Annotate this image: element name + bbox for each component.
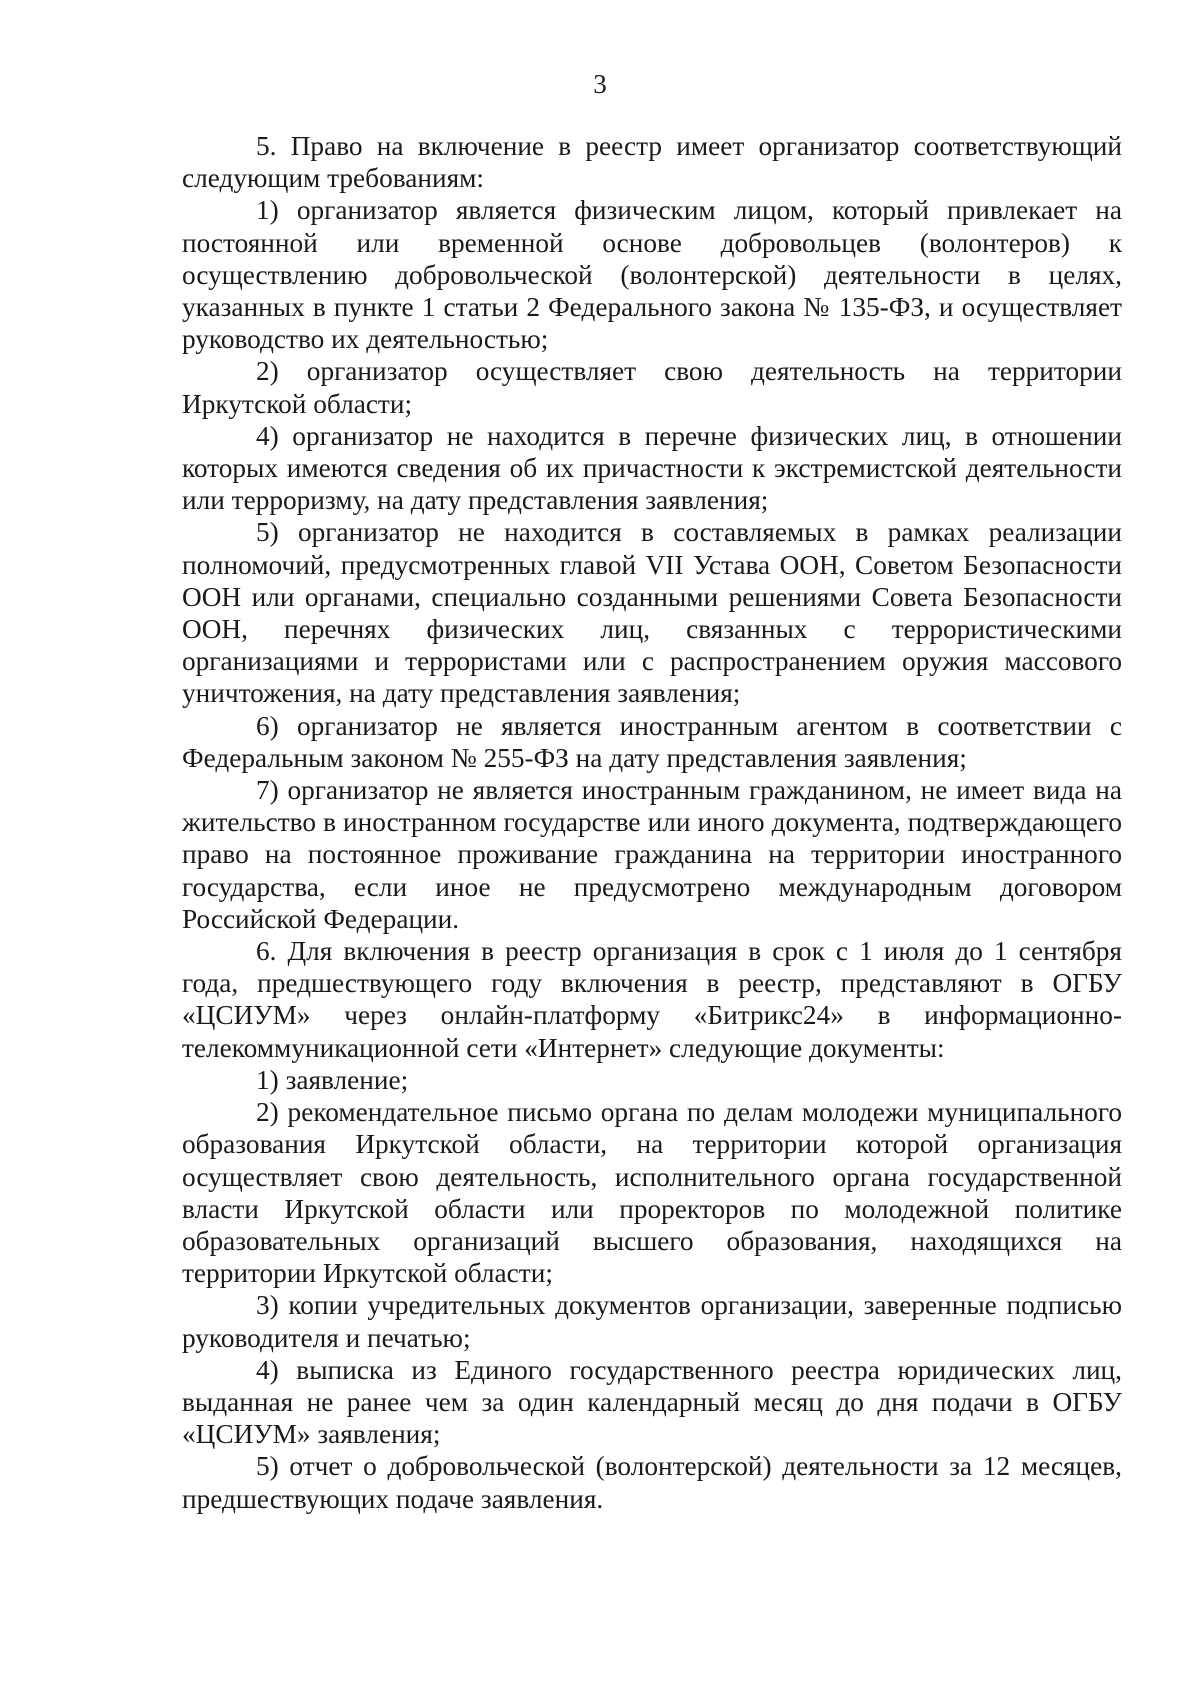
paragraph-section-5: 5. Право на включение в реестр имеет организатор соответствующий следующим требованиям: bbox=[182, 131, 1122, 194]
paragraph-doc-item-4: 4) выписка из Единого государственного реестра юридических лиц, выданная не ранее чем за один календарный месяц до дня подачи в ОГБУ «ЦСИУМ» заявления; bbox=[182, 1354, 1122, 1450]
paragraph-section-6: 6. Для включения в реестр организация в срок с 1 июля до 1 сентября года, предшествующего году включения в реестр, представляют в ОГБУ «ЦСИУМ» через онлайн-платформу «Битрикс24» в информационно-телекоммуникационной сети «Интернет» следующие документы: bbox=[182, 936, 1122, 1063]
paragraph-doc-item-5: 5) отчет о добровольческой (волонтерской) деятельности за 12 месяцев, предшествующих подаче заявления. bbox=[182, 1451, 1122, 1514]
page-number: 3 bbox=[593, 69, 607, 99]
paragraph-item-4: 4) организатор не находится в перечне физических лиц, в отношении которых имеются сведения об их причастности к экстремистской деятельности или терроризму, на дату представления заявления; bbox=[182, 420, 1122, 516]
paragraph-item-6: 6) организатор не является иностранным агентом в соответствии с Федеральным законом № 255-ФЗ на дату представления заявления; bbox=[182, 710, 1122, 773]
paragraph-item-7: 7) организатор не является иностранным гражданином, не имеет вида на жительство в иностранном государстве или иного документа, подтверждающего право на постоянное проживание гражданина на территории иностранного государства, если иное не предусмотрено международным договором Российской Федерации. bbox=[182, 775, 1122, 934]
paragraph-doc-item-1: 1) заявление; bbox=[256, 1064, 409, 1095]
paragraph-doc-item-3: 3) копии учредительных документов организации, заверенные подписью руководителя и печатью; bbox=[182, 1290, 1122, 1353]
paragraph-item-1: 1) организатор является физическим лицом, который привлекает на постоянной или временной основе добровольцев (волонтеров) к осуществлению добровольческой (волонтерской) деятельности в целях, указанных в пункте 1 статьи 2 Федерального закона № 135-ФЗ, и осуществляет руководство их деятельностью; bbox=[182, 195, 1122, 355]
paragraph-item-5: 5) организатор не находится в составляемых в рамках реализации полномочий, предусмотренных главой VII Устава ООН, Советом Безопасности ООН или органами, специально созданными решениями Совета Безопасности ООН, перечнях физических лиц, связанных с террористическими организациями и террористами или с распространением оружия массового уничтожения, на дату представления заявления; bbox=[182, 517, 1122, 709]
document-body bbox=[182, 130, 1122, 1515]
paragraph-doc-item-2: 2) рекомендательное письмо органа по делам молодежи муниципального образования Иркутской области, на территории которой организация осуществляет свою деятельность, исполнительного органа государственной власти Иркутской области или проректоров по молодежной политике образовательных организаций высшего образования, находящихся на территории Иркутской области; bbox=[182, 1097, 1122, 1289]
paragraph-item-2: 2) организатор осуществляет свою деятельность на территории Иркутской области; bbox=[182, 356, 1122, 419]
